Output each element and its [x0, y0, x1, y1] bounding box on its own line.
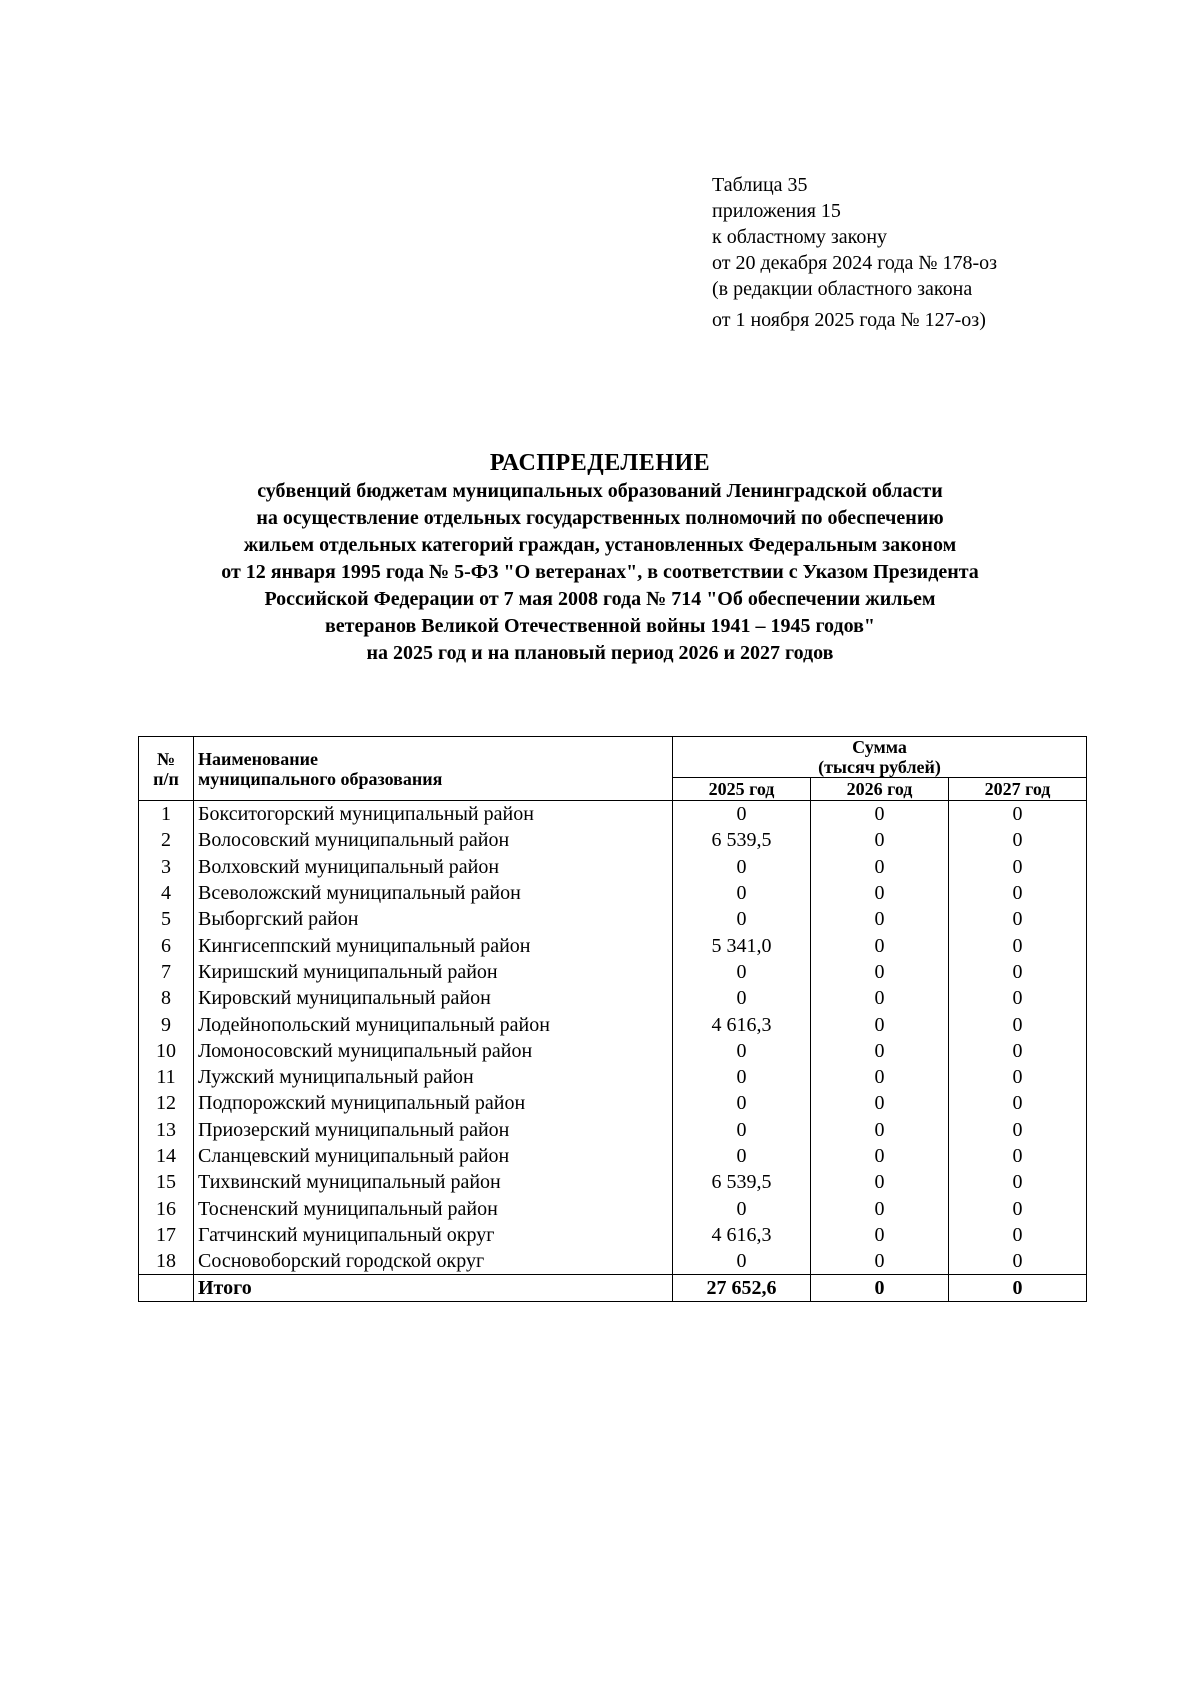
row-number: 15 [139, 1169, 194, 1195]
row-number: 12 [139, 1090, 194, 1116]
row-value-2027: 0 [949, 1169, 1087, 1195]
row-value-2025: 0 [673, 1248, 811, 1275]
title-line: на осуществление отдельных государственных полномочий по обеспечению [256, 507, 944, 529]
row-value-2026: 0 [811, 985, 949, 1011]
table-row [139, 1117, 1087, 1143]
title-line: субвенций бюджетам муниципальных образований Ленинградской области [257, 480, 943, 502]
row-value-2025: 0 [673, 854, 811, 880]
row-value-2025: 0 [673, 1064, 811, 1090]
row-number: 5 [139, 906, 194, 932]
row-value-2027: 0 [949, 1011, 1087, 1037]
table-row [139, 906, 1087, 932]
header-line: к областному закону [712, 226, 888, 248]
row-value-2025: 0 [673, 880, 811, 906]
header-number-line1: № [156, 748, 176, 769]
table-row [139, 854, 1087, 880]
row-value-2027: 0 [949, 985, 1087, 1011]
total-2026: 0 [811, 1275, 949, 1302]
header-line: Таблица 35 [712, 174, 808, 196]
row-value-2027: 0 [949, 1090, 1087, 1116]
row-value-2025: 0 [673, 1038, 811, 1064]
row-value-2027: 0 [949, 959, 1087, 985]
row-value-2025: 0 [673, 1195, 811, 1221]
row-value-2027: 0 [949, 1038, 1087, 1064]
table-row [139, 1038, 1087, 1064]
row-municipality-name: Ломоносовский муниципальный район [194, 1038, 673, 1064]
table-row [139, 959, 1087, 985]
row-value-2026: 0 [811, 906, 949, 932]
row-value-2026: 0 [811, 1248, 949, 1275]
title-line: жильем отдельных категорий граждан, установленных Федеральным законом [243, 534, 957, 556]
total-label: Итого [194, 1275, 673, 1302]
row-value-2026: 0 [811, 801, 949, 828]
row-number: 16 [139, 1195, 194, 1221]
row-value-2026: 0 [811, 959, 949, 985]
header-number-line2: п/п [153, 768, 179, 789]
header-sum-line1: Сумма [852, 737, 907, 757]
row-number: 4 [139, 880, 194, 906]
row-value-2026: 0 [811, 1143, 949, 1169]
table-row [139, 985, 1087, 1011]
header-reference [712, 172, 997, 333]
total-no [139, 1275, 194, 1302]
row-value-2025: 6 539,5 [673, 1169, 811, 1195]
row-value-2027: 0 [949, 1117, 1087, 1143]
row-number: 18 [139, 1248, 194, 1275]
row-municipality-name: Киришский муниципальный район [194, 959, 673, 985]
row-number: 13 [139, 1117, 194, 1143]
row-number: 1 [139, 801, 194, 828]
table-row [139, 1169, 1087, 1195]
row-value-2026: 0 [811, 854, 949, 880]
table-row [139, 1011, 1087, 1037]
table-row [139, 880, 1087, 906]
total-2027: 0 [949, 1275, 1087, 1302]
table-row [139, 801, 1087, 828]
row-value-2026: 0 [811, 1011, 949, 1037]
row-value-2025: 0 [673, 1143, 811, 1169]
row-value-2027: 0 [949, 880, 1087, 906]
title-line: Российской Федерации от 7 мая 2008 года № 714 "Об обеспечении жильем [264, 588, 936, 610]
row-value-2026: 0 [811, 1038, 949, 1064]
document-title [60, 448, 1140, 667]
row-value-2025: 5 341,0 [673, 932, 811, 958]
total-row [139, 1275, 1087, 1302]
table-row [139, 1090, 1087, 1116]
row-municipality-name: Выборгский район [194, 906, 673, 932]
header-year-2025: 2025 год [673, 778, 811, 801]
row-number: 17 [139, 1222, 194, 1248]
row-number: 14 [139, 1143, 194, 1169]
title-main: РАСПРЕДЕЛЕНИЕ [489, 450, 711, 476]
row-municipality-name: Гатчинский муниципальный округ [194, 1222, 673, 1248]
row-value-2026: 0 [811, 1222, 949, 1248]
row-number: 7 [139, 959, 194, 985]
row-municipality-name: Бокситогорский муниципальный район [194, 801, 673, 828]
distribution-table [138, 736, 1087, 1302]
row-value-2027: 0 [949, 801, 1087, 828]
header-sum [673, 737, 1087, 778]
row-value-2027: 0 [949, 932, 1087, 958]
row-value-2027: 0 [949, 854, 1087, 880]
table-row [139, 827, 1087, 853]
row-value-2026: 0 [811, 1195, 949, 1221]
header-line: (в редакции областного закона [712, 278, 973, 300]
title-line: ветеранов Великой Отечественной войны 1941 – 1945 годов" [324, 615, 876, 637]
row-value-2026: 0 [811, 932, 949, 958]
row-municipality-name: Тихвинский муниципальный район [194, 1169, 673, 1195]
table-row [139, 1064, 1087, 1090]
row-number: 10 [139, 1038, 194, 1064]
row-value-2027: 0 [949, 827, 1087, 853]
row-municipality-name: Лужский муниципальный район [194, 1064, 673, 1090]
row-value-2025: 0 [673, 1117, 811, 1143]
row-value-2025: 0 [673, 959, 811, 985]
row-value-2025: 0 [673, 1090, 811, 1116]
row-number: 8 [139, 985, 194, 1011]
row-value-2025: 0 [673, 985, 811, 1011]
row-municipality-name: Подпорожский муниципальный район [194, 1090, 673, 1116]
row-value-2027: 0 [949, 1064, 1087, 1090]
row-value-2025: 0 [673, 906, 811, 932]
title-line: от 12 января 1995 года № 5-ФЗ "О ветеранах", в соответствии с Указом Президента [221, 561, 979, 583]
row-number: 9 [139, 1011, 194, 1037]
row-number: 11 [139, 1064, 194, 1090]
header-line: от 1 ноября 2025 года № 127-оз) [712, 309, 986, 331]
table-row [139, 1195, 1087, 1221]
row-municipality-name: Лодейнопольский муниципальный район [194, 1011, 673, 1037]
table-row [139, 1143, 1087, 1169]
row-municipality-name: Волховский муниципальный район [194, 854, 673, 880]
header-line: от 20 декабря 2024 года № 178-оз [712, 252, 998, 274]
header-line: приложения 15 [712, 200, 841, 222]
total-2025: 27 652,6 [673, 1275, 811, 1302]
header-name-line2: муниципального образования [198, 768, 443, 789]
row-municipality-name: Приозерский муниципальный район [194, 1117, 673, 1143]
table-row [139, 1248, 1087, 1275]
header-number [139, 737, 194, 801]
row-municipality-name: Тосненский муниципальный район [194, 1195, 673, 1221]
row-number: 3 [139, 854, 194, 880]
table-row [139, 932, 1087, 958]
row-value-2026: 0 [811, 1090, 949, 1116]
table-row [139, 1222, 1087, 1248]
row-number: 6 [139, 932, 194, 958]
row-value-2025: 4 616,3 [673, 1011, 811, 1037]
row-value-2025: 4 616,3 [673, 1222, 811, 1248]
row-municipality-name: Кингисеппский муниципальный район [194, 932, 673, 958]
row-municipality-name: Волосовский муниципальный район [194, 827, 673, 853]
row-value-2027: 0 [949, 1248, 1087, 1275]
row-value-2025: 6 539,5 [673, 827, 811, 853]
row-municipality-name: Сосновоборский городской округ [194, 1248, 673, 1275]
header-sum-line2: (тысяч рублей) [818, 757, 941, 777]
row-value-2026: 0 [811, 1064, 949, 1090]
row-value-2026: 0 [811, 1117, 949, 1143]
row-number: 2 [139, 827, 194, 853]
row-municipality-name: Сланцевский муниципальный район [194, 1143, 673, 1169]
row-value-2026: 0 [811, 1169, 949, 1195]
header-year-2027: 2027 год [949, 778, 1087, 801]
row-value-2026: 0 [811, 880, 949, 906]
title-line: на 2025 год и на плановый период 2026 и 2027 годов [366, 642, 834, 664]
row-value-2027: 0 [949, 906, 1087, 932]
header-year-2026: 2026 год [811, 778, 949, 801]
header-name [194, 737, 673, 801]
row-value-2027: 0 [949, 1222, 1087, 1248]
row-value-2027: 0 [949, 1143, 1087, 1169]
row-municipality-name: Всеволожский муниципальный район [194, 880, 673, 906]
row-value-2027: 0 [949, 1195, 1087, 1221]
row-municipality-name: Кировский муниципальный район [194, 985, 673, 1011]
row-value-2025: 0 [673, 801, 811, 828]
header-name-line1: Наименование [198, 748, 318, 769]
row-value-2026: 0 [811, 827, 949, 853]
